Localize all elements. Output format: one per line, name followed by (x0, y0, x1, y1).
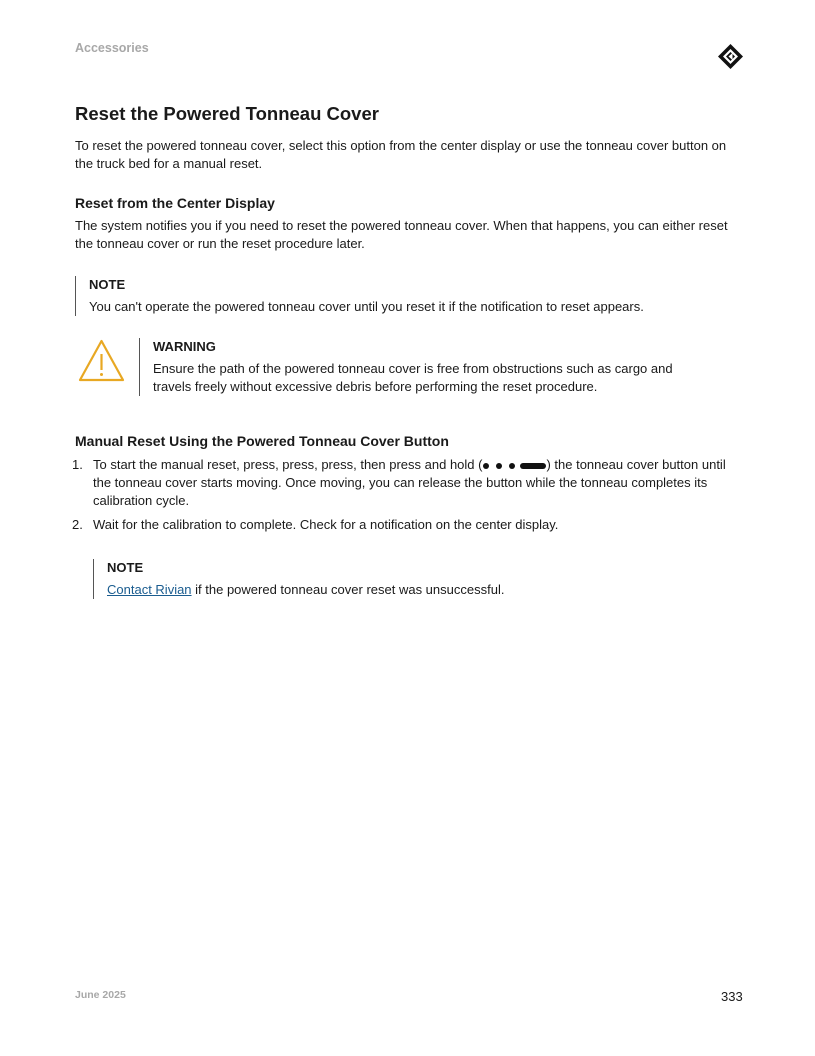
page-title: Reset the Powered Tonneau Cover (75, 103, 379, 124)
step-text-after: ) the tonneau cover button until the tonneau cover starts moving. Once moving, you can release the button while the tonneau completes its calibration cycle. (93, 457, 726, 508)
footer-date: June 2025 (75, 989, 126, 1001)
steps-list (72, 456, 743, 540)
intro-paragraph: To reset the powered tonneau cover, select this option from the center display or use the tonneau cover button on the truck bed for a manual reset. (75, 138, 727, 171)
note-text-2-rest: if the powered tonneau cover reset was unsuccessful. (191, 582, 505, 597)
page-number: 333 (721, 989, 743, 1004)
step-number: 2. (72, 517, 83, 532)
list-item (72, 516, 743, 534)
press-press-press-hold-icon (482, 461, 546, 471)
list-item (72, 456, 743, 510)
warning-text: Ensure the path of the powered tonneau cover is free from obstructions such as cargo and travels freely without excessive debris before performing the reset procedure. (153, 361, 673, 394)
warning-triangle-icon (77, 338, 126, 383)
step-text: Wait for the calibration to complete. Check for a notification on the center display. (93, 517, 559, 532)
note-callout (75, 276, 739, 316)
step-number: 1. (72, 457, 83, 472)
contact-rivian-link[interactable]: Contact Rivian (107, 582, 192, 597)
center-display-heading: Reset from the Center Display (75, 195, 275, 211)
step-text-before: To start the manual reset, press, press, press, then press and hold ( (93, 457, 483, 472)
note-label-2: NOTE (107, 560, 144, 575)
note-text-2 (107, 581, 727, 599)
center-display-paragraph: The system notifies you if you need to reset the powered tonneau cover. When that happens, you can either reset the tonneau cover or run the reset procedure later. (75, 218, 728, 251)
note-label: NOTE (89, 277, 126, 292)
note-text: You can't operate the powered tonneau cover until you reset it if the notification to reset appears. (89, 299, 644, 314)
note-callout-2 (93, 559, 727, 599)
warning-label: WARNING (153, 339, 216, 354)
manual-reset-heading: Manual Reset Using the Powered Tonneau Cover Button (75, 433, 449, 449)
rivian-compass-icon (717, 43, 744, 70)
section-label: Accessories (75, 41, 149, 55)
warning-callout (139, 338, 713, 396)
